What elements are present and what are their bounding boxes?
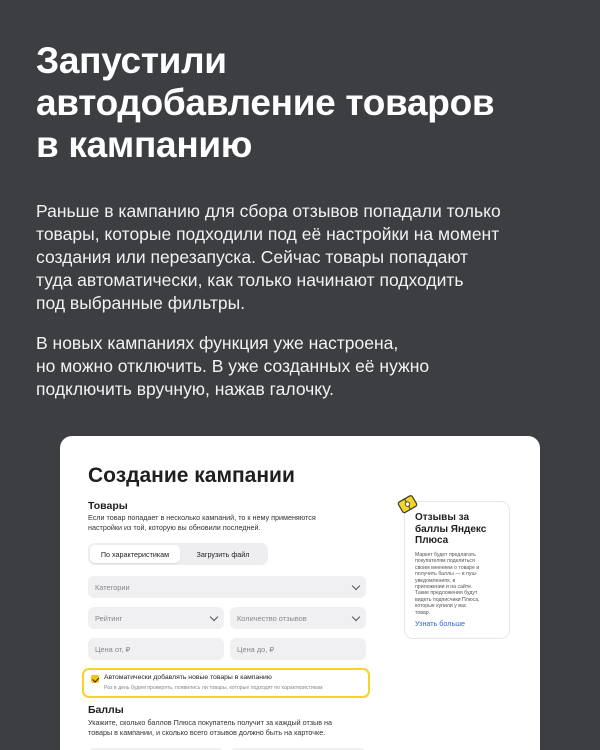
paragraph-line: под выбранные фильтры. xyxy=(36,293,246,313)
goods-section-title: Товары xyxy=(88,500,128,512)
desc-line: Если товар попадает в несколько кампаний, то к нему применяются xyxy=(88,513,316,522)
paragraph-line: товары, которые подходили под её настройки на момент xyxy=(36,224,500,244)
paragraph-line: Раньше в кампанию для сбора отзывов попадали только xyxy=(36,201,501,221)
headline-line: Запустили xyxy=(36,40,227,81)
paragraph-line: туда автоматически, как только начинают подходить xyxy=(36,270,464,290)
price-to-placeholder: Цена до, ₽ xyxy=(237,644,275,654)
plus-points-info-card xyxy=(404,501,510,639)
price-to-input[interactable] xyxy=(230,638,366,660)
tab-upload-file[interactable]: Загрузить файл xyxy=(196,549,250,559)
headline-line: в кампанию xyxy=(36,124,253,165)
side-body-line: товар. xyxy=(415,609,431,616)
headline xyxy=(36,40,576,166)
source-tabs xyxy=(88,543,268,565)
tab-by-characteristics[interactable]: По характеристикам xyxy=(90,545,180,563)
auto-add-label: Автоматически добавлять новые товары в кампанию xyxy=(104,674,272,681)
desc-line: настройки из той, которую вы обновили последней. xyxy=(88,522,261,532)
campaign-creation-card xyxy=(60,436,540,750)
side-body-line: своим мнением о товаре и xyxy=(415,564,480,571)
learn-more-link[interactable]: Узнать больше xyxy=(415,619,465,628)
points-section-title: Баллы xyxy=(88,704,124,716)
side-body-line: уведомлениях, в xyxy=(415,577,456,584)
headline-line: автодобавление товаров xyxy=(36,82,495,123)
side-body-line: которые купили у вас xyxy=(415,603,467,610)
chevron-down-icon xyxy=(352,582,360,590)
paragraph-line: но можно отключить. В уже созданных её нужно xyxy=(36,356,430,376)
side-body-line: Такие предложения будут xyxy=(415,590,478,597)
side-title-line: Плюса xyxy=(415,535,449,546)
auto-add-option xyxy=(82,668,370,698)
rating-placeholder: Рейтинг xyxy=(95,613,123,623)
goods-section-desc xyxy=(88,513,378,532)
side-body-line: получить баллы — в пуш- xyxy=(415,571,478,578)
points-section-desc xyxy=(88,718,378,737)
side-title-line: Отзывы за xyxy=(415,512,470,523)
reviews-count-select[interactable] xyxy=(230,607,366,629)
card-title: Создание кампании xyxy=(88,464,295,487)
categories-placeholder: Категории xyxy=(95,582,130,592)
chevron-down-icon xyxy=(352,613,360,621)
side-title-line: баллы Яндекс xyxy=(415,523,487,535)
desc-line: Укажите, сколько баллов Плюса покупатель получит за каждый отзыв на xyxy=(88,718,333,727)
desc-line: товары в кампании, и сколько всего отзывов должно быть на карточке. xyxy=(88,727,326,737)
details-paragraph xyxy=(36,332,576,401)
auto-add-checkbox[interactable] xyxy=(91,675,99,683)
side-body-line: покупателям поделиться xyxy=(415,558,475,565)
paragraph-line: В новых кампаниях функция уже настроена, xyxy=(36,333,399,353)
chevron-down-icon xyxy=(210,613,218,621)
side-card-body xyxy=(415,552,480,616)
price-from-input[interactable] xyxy=(88,638,224,660)
side-body-line: Маркет будет предлагать xyxy=(415,552,476,558)
price-from-placeholder: Цена от, ₽ xyxy=(95,644,131,654)
side-body-line: приложении и на сайте. xyxy=(415,584,473,591)
intro-paragraph xyxy=(36,200,576,315)
side-card-title xyxy=(415,512,486,547)
rating-select[interactable] xyxy=(88,607,224,629)
paragraph-line: подключить вручную, нажав галочку. xyxy=(36,379,335,399)
side-body-line: видеть подписчики Плюса, xyxy=(415,596,480,603)
paragraph-line: создания или перезапуска. Сейчас товары попадают xyxy=(36,247,469,267)
auto-add-hint: Раз в день будем проверять, появились ли товары, которые подходят по характеристикам xyxy=(104,685,323,691)
reviews-count-placeholder: Количество отзывов xyxy=(237,613,307,623)
categories-select[interactable] xyxy=(88,576,366,598)
